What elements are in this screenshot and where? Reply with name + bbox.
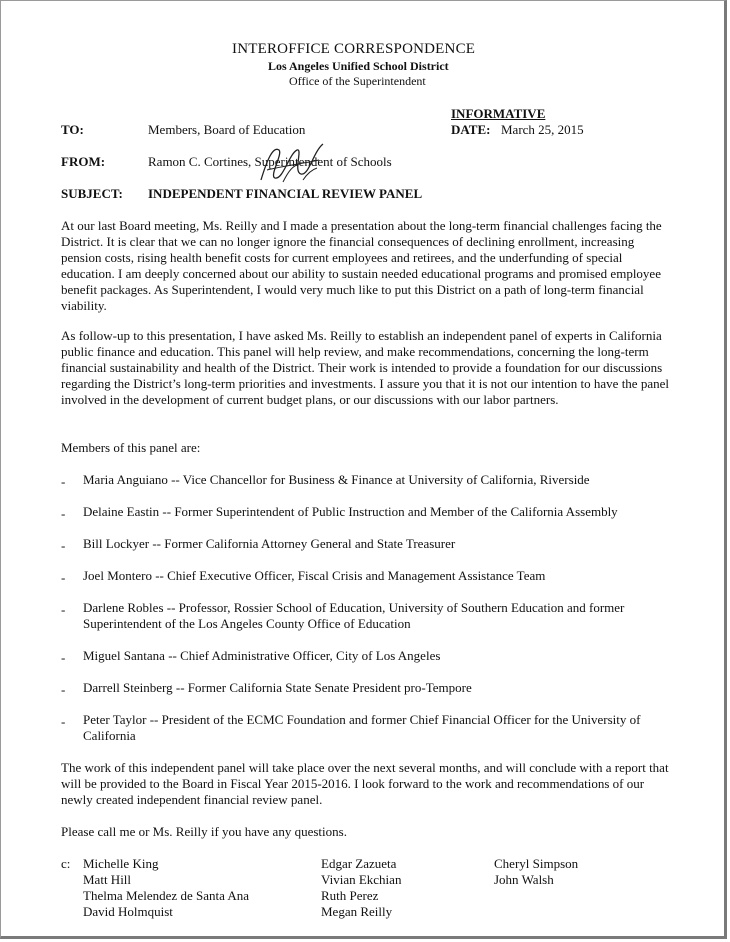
members-intro: Members of this panel are: [61,440,201,455]
list-item: Miguel Santana -- Chief Administrative Officer, City of Los Angeles [83,648,441,663]
list-bullet: - [61,650,66,665]
cc-label: c: [61,856,71,871]
list-bullet: - [61,506,66,521]
office-name: Office of the Superintendent [289,74,426,88]
list-bullet: - [61,714,66,729]
subject-value: INDEPENDENT FINANCIAL REVIEW PANEL [148,186,423,201]
paragraph-1: At our last Board meeting, Ms. Reilly and I made a presentation about the long-term financial challenges facing the District. It is clear that we can no longer ignore the financial consequences of declining enrollment, increasing pension costs, rising health benefit costs for current employees and retirees, and the underfunding of special education. I am deeply concerned about our ability to sustain needed educational programs and promised employee benefit packages. As Superintendent, I would very much like to put this District on a path of long-term financial viability. [61,218,662,313]
cc-name: John Walsh [494,872,554,887]
list-bullet: - [61,602,66,617]
list-item: Delaine Eastin -- Former Superintendent of Public Instruction and Member of the California Assembly [83,504,618,519]
cc-name: Edgar Zazueta [321,856,397,871]
cc-name: Ruth Perez [321,888,379,903]
cc-name: Thelma Melendez de Santa Ana [83,888,250,903]
list-bullet: - [61,682,66,697]
list-bullet: - [61,538,66,553]
closing-line: Please call me or Ms. Reilly if you have any questions. [61,824,347,839]
from-value: Ramon C. Cortines, Superintendent of Schools [148,154,392,169]
to-label: TO: [61,122,84,137]
from-label: FROM: [61,154,106,169]
cc-name: Megan Reilly [321,904,393,919]
paragraph-3: The work of this independent panel will take place over the next several months, and will conclude with a report that will be provided to the Board in Fiscal Year 2015-2016. I look forward to the work and recommendations of our newly created independent financial review panel. [61,760,669,807]
list-item: Bill Lockyer -- Former California Attorney General and State Treasurer [83,536,456,551]
doc-title: INTEROFFICE CORRESPONDENCE [232,41,476,57]
signature-image [253,140,333,188]
list-item: Maria Anguiano -- Vice Chancellor for Business & Finance at University of California, Riverside [83,472,590,487]
cc-name: David Holmquist [83,904,173,919]
list-item: Darrell Steinberg -- Former California State Senate President pro-Tempore [83,680,472,695]
cc-name: Matt Hill [83,872,132,887]
list-item: Darlene Robles -- Professor, Rossier School of Education, University of Southern Education and former Superintendent of the Los Angeles County Office of Education [83,600,625,631]
district-name: Los Angeles Unified School District [268,59,449,73]
cc-name: Michelle King [83,856,159,871]
list-item: Peter Taylor -- President of the ECMC Foundation and former Chief Financial Officer for the University of California [83,712,641,743]
date-label: DATE: [451,122,491,137]
to-value: Members, Board of Education [148,122,306,137]
cc-name: Cheryl Simpson [494,856,579,871]
list-item: Joel Montero -- Chief Executive Officer, Fiscal Crisis and Management Assistance Team [83,568,546,583]
paragraph-2: As follow-up to this presentation, I have asked Ms. Reilly to establish an independent panel of experts in California public finance and education. This panel will help review, and make recommendations, concerning the long-term financial sustainability and health of the District. Their work is intended to provide a foundation for our discussions regarding the District’s long-term priorities and investments. I assure you that it is not our intention to have the panel involved in the development of current budget plans, or our discussions with our labor partners. [61,328,669,407]
cc-name: Vivian Ekchian [321,872,402,887]
subject-label: SUBJECT: [61,186,123,201]
classification-label: INFORMATIVE [451,106,546,121]
list-bullet: - [61,570,66,585]
date-value: March 25, 2015 [501,122,584,137]
list-bullet: - [61,474,66,489]
